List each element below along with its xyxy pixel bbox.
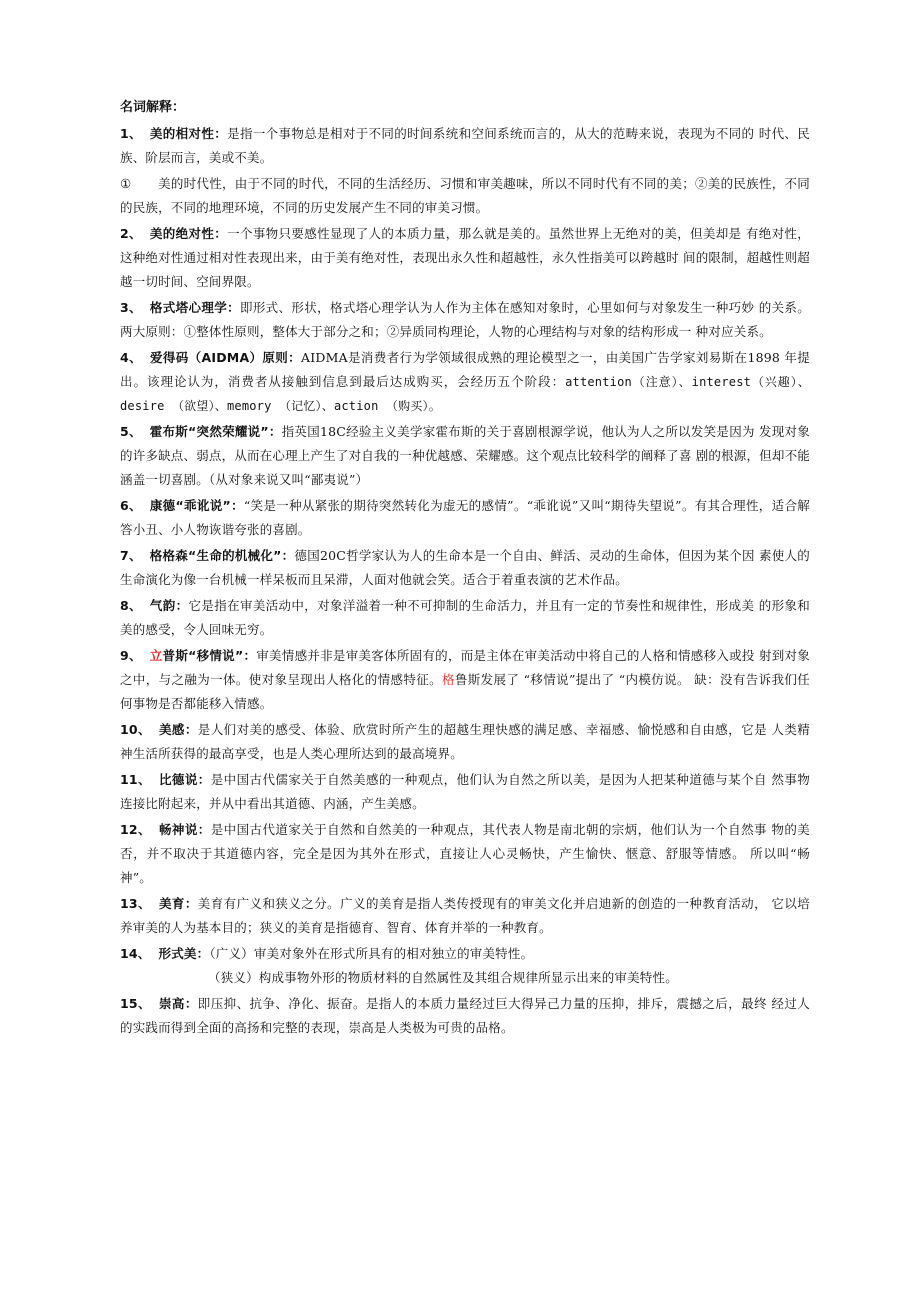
entry-5: [120, 420, 810, 492]
entry-number: 15、: [120, 996, 151, 1011]
entry-1-detail: [120, 172, 810, 220]
entry-1: [120, 122, 810, 170]
entry-number: 8、: [120, 598, 142, 613]
entry-number: 14、: [120, 946, 151, 961]
entry-text: 是人们对美的感受、体验、欣赏时所产生的超越生理快感的满足感、幸福感、愉悦感和自由感，它是 人类精神生活所获得的最高享受，也是人类心理所达到的最高境界。: [120, 722, 810, 761]
entry-term: 气韵：: [149, 598, 189, 613]
entry-14: [120, 942, 810, 966]
entry-term: 美的相对性：: [149, 126, 228, 141]
entry-term: 爱得码（AIDMA）原则：: [149, 350, 302, 365]
entry-text: 德国20C哲学家认为人的生命本是一个自由、鲜活、灵动的生命体，但因为某个因 素使人的生命演化为像一台机械一样呆板而且呆滞，人面对他就会笑。适合于着重表演的艺术作品。: [120, 548, 810, 587]
entry-term: 康德“乖讹说”：: [149, 498, 244, 513]
entry-text: 美的时代性，由于不同的时代，不同的生活经历、习惯和审美趣味，所以不同时代有不同的美；②美的民族性，不同的民族，不同的地理环境，不同的历史发展产生不同的审美习惯。: [120, 176, 810, 215]
entry-text: 指英国18C经验主义美学家霍布斯的关于喜剧根源学说，他认为人之所以发笑是因为 发现对象的许多缺点、弱点，从而在心理上产生了对自我的一种优越感、荣耀感。这个观点比较科学的阐释了喜 剧的根源，但却不能涵盖一切喜剧。（从对象来说又叫“鄙夷说”）: [120, 424, 810, 487]
entry-number: 10、: [120, 722, 151, 737]
entry-text: 它是指在审美活动中，对象洋溢着一种不可抑制的生命活力，并且有一定的节奏性和规律性，形成美 的形象和美的感受，令人回味无穷。: [120, 598, 810, 637]
entry-text: 一个事物只要感性显现了人的本质力量，那么就是美的。虽然世界上无绝对的美，但美却是 有绝对性，这种绝对性通过相对性表现出来，由于美有绝对性，表现出永久性和超越性，永久性指美可以跨越时 间的限制，超越性则超越一切时间、空间界限。: [120, 226, 810, 289]
entry-number: 3、: [120, 300, 142, 315]
entry-8: [120, 594, 810, 642]
entry-term: 美育：: [158, 896, 198, 911]
entry-4: [120, 346, 810, 418]
entry-number: 5、: [120, 424, 142, 439]
entry-7: [120, 544, 810, 592]
entry-6: [120, 494, 810, 542]
entry-text: “笑是一种从紧张的期待突然转化为虚无的感情”。“乖讹说”又叫“期待失望说”。有其合理性，适合解答小丑、小人物诙谐夸张的喜剧。: [120, 498, 810, 537]
entry-text-continued: 鲁斯发展了 “移情说”提出了 “内模仿说。 缺：没有告诉我们任何事物是否都能移入情感。: [120, 672, 811, 711]
entry-text: （广义）审美对象外在形式所具有的相对独立的审美特性。: [209, 946, 534, 961]
entry-text: 是指一个事物总是相对于不同的时间系统和空间系统而言的，从大的范畴来说，表现为不同的 时代、民族、阶层而言，美或不美。: [120, 126, 810, 165]
entry-14-narrow: [120, 966, 810, 990]
entry-term: 畅神说：: [158, 822, 211, 837]
document-page: [120, 96, 810, 1040]
entry-term: 霍布斯“突然荣耀说”：: [149, 424, 282, 439]
entry-number: 12、: [120, 822, 151, 837]
entry-15: [120, 992, 810, 1040]
entry-number: 1、: [120, 126, 142, 141]
entry-11: [120, 768, 810, 816]
entry-term: 美感：: [158, 722, 198, 737]
list-marker: ①: [120, 176, 132, 191]
entry-2: [120, 222, 810, 294]
entry-number: 9、: [120, 648, 142, 663]
entry-number: 2、: [120, 226, 142, 241]
entry-text: （狭义）构成事物外形的物质材料的自然属性及其组合规律所显示出来的审美特性。: [208, 970, 678, 985]
entry-number: 13、: [120, 896, 151, 911]
entry-number: 11、: [120, 772, 151, 787]
entry-term: 比德说：: [158, 772, 211, 787]
entry-number: 6、: [120, 498, 142, 513]
entry-text: 审美情感并非是审美客体所固有的，而是主体在审美活动中将自己的人格和情感移入或投 射到对象之中，与之融为一体。使对象呈现出人格化的情感特征。: [120, 648, 810, 687]
entry-text: 即形式、形状，格式塔心理学认为人作为主体在感知对象时，心里如何与对象发生一种巧妙 的关系。两大原则：①整体性原则，整体大于部分之和；②异质同构理论，人物的心理结构与对象的结构形成一 种对应关系。: [120, 300, 810, 339]
entry-12: [120, 818, 810, 890]
entry-text: 即压抑、抗争、净化、振奋。是指人的本质力量经过巨大得异己力量的压抑，排斥，震撼之后，最终 经过人的实践而得到全面的高扬和完整的表现，崇高是人类极为可贵的品格。: [120, 996, 810, 1035]
entry-text: 是中国古代儒家关于自然美感的一种观点，他们认为自然之所以美，是因为人把某种道德与某个自 然事物连接比附起来，并从中看出其道德、内涵，产生美感。: [120, 772, 810, 811]
entry-term: 形式美：: [158, 946, 210, 961]
entry-13: [120, 892, 810, 940]
entry-10: [120, 718, 810, 766]
entry-term: 格格森“生命的机械化”：: [149, 548, 295, 563]
entry-term: 普斯“移情说”：: [162, 648, 257, 663]
entry-9: [120, 644, 810, 716]
entry-text-stages: attention（注意）、interest（兴趣）、desire （欲望）、memory （记忆）、action （购买）。: [120, 375, 810, 413]
entry-number: 4、: [120, 350, 142, 365]
entry-term: 崇高：: [158, 996, 198, 1011]
entry-text: 是中国古代道家关于自然和自然美的一种观点，其代表人物是南北朝的宗炳，他们认为一个自然事 物的美否，并不取决于其道德内容，完全是因为其外在形式，直接让人心灵畅快，产生愉快、惬意、舒服等情感。 所以叫“畅神”。: [120, 822, 810, 885]
section-heading: 名词解释：: [120, 100, 186, 115]
entry-term: 格式塔心理学：: [149, 300, 240, 315]
entry-text: 美育有广义和狭义之分。广义的美育是指人类传授现有的审美文化并启迪新的创造的一种教育活动， 它以培养审美的人为基本目的；狭义的美育是指德育、智育、体育并举的一种教育。: [120, 896, 810, 935]
entry-number: 7、: [120, 548, 142, 563]
entry-term-red-char: 立: [149, 648, 163, 663]
entry-3: [120, 296, 810, 344]
entry-red-char: 格: [441, 672, 455, 687]
entry-term: 美的绝对性：: [149, 226, 228, 241]
entry-text: AIDMA是消费者行为学领域很成熟的理论模型之一，由美国广告学家刘易斯在1898 年提出。该理论认为，消费者从接触到信息到最后达成购买，会经历五个阶段：: [120, 350, 810, 389]
